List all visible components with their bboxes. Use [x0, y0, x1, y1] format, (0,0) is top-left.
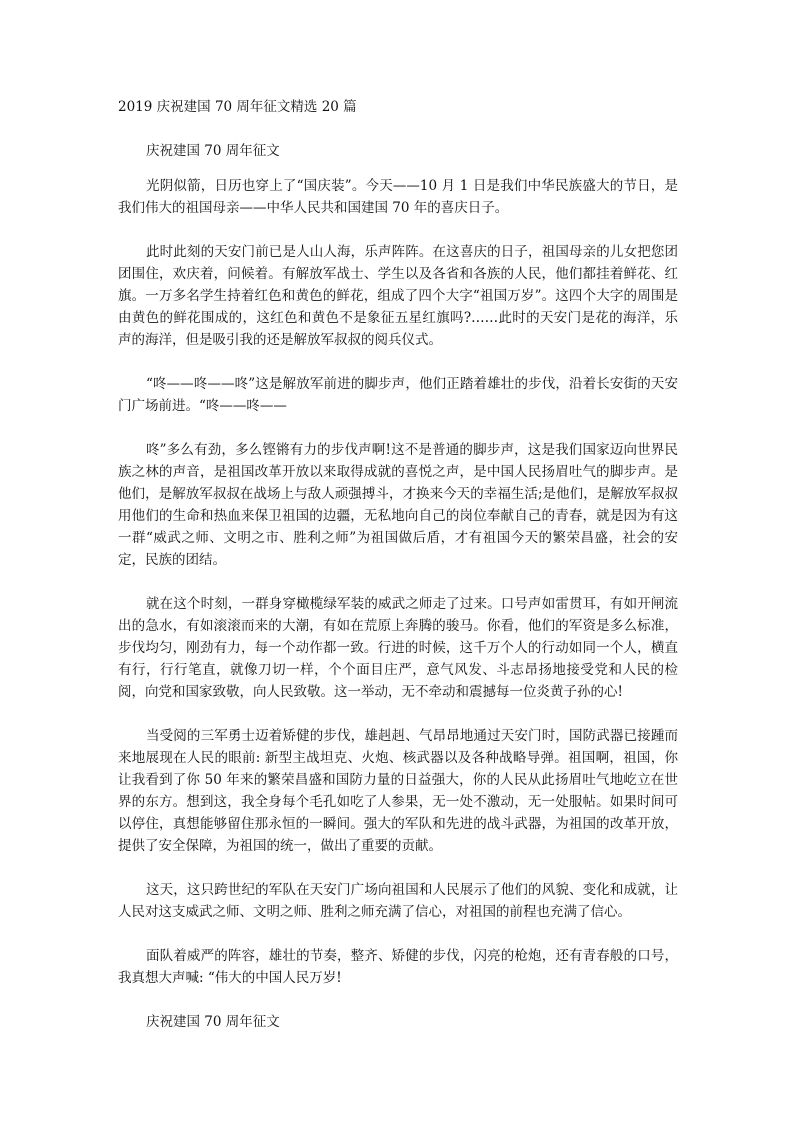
paragraph-4: 咚”多么有劲，多么铿锵有力的步伐声啊!这不是普通的脚步声，这是我们国家迈向世界民族之林的声音，是祖国改革开放以来取得成就的喜悦之声，是中国人民扬眉吐气的脚步声。是他们，是解放军叔叔在战场上与敌人顽强搏斗，才换来今天的幸福生活;是他们，是解放军叔叔用他们的生命和热血来保卫祖国的边疆，无私地向自己的岗位奉献自己的青春，就是因为有这一群“威武之师、文明之市、胜利之师”为祖国做后盾，才有祖国今天的繁荣昌盛，社会的安定，民族的团结。	[118, 442, 678, 568]
section-heading: 庆祝建国 70 周年征文	[146, 143, 280, 159]
closing-section-heading: 庆祝建国 70 周年征文	[146, 1014, 280, 1030]
paragraph-6: 当受阅的三军勇士迈着矫健的步伐，雄赳赳、气昂昂地通过天安门时，国防武器已接踵而来地展现在人民的眼前: 新型主战坦克、火炮、核武器以及各种战略导弹。祖国啊，祖国，你让我看到了你 50 年来的繁荣昌盛和国防力量的日益强大，你的人民从此扬眉吐气地屹立在世界的东方。想到这，我全身每个毛孔如吃了人参果，无一处不激动，无一处服帖。如果时间可以停住，真想能够留住那永恒的一瞬间。强大的军队和先进的战斗武器，为祖国的改革开放，提供了安全保障，为祖国的统一，做出了重要的贡献。	[118, 728, 678, 854]
paragraph-3: “咚——咚——咚”这是解放军前进的脚步声，他们正踏着雄壮的步伐，沿着长安街的天安门广场前进。“咚——咚——	[118, 376, 678, 414]
paragraph-2: 此时此刻的天安门前已是人山人海，乐声阵阵。在这喜庆的日子，祖国母亲的儿女把您团团围住，欢庆着，问候着。有解放军战士、学生以及各省和各族的人民，他们都挂着鲜花、红旗。一万多名学生持着红色和黄色的鲜花，组成了四个大字“祖国万岁”。这四个大字的周围是由黄色的鲜花围成的，这红色和黄色不是象征五星红旗吗?……此时的天安门是花的海洋，乐声的海洋，但是吸引我的还是解放军叔叔的阅兵仪式。	[118, 244, 678, 348]
paragraph-5: 就在这个时刻，一群身穿橄榄绿军装的威武之师走了过来。口号声如雷贯耳，有如开闸流出的急水，有如滚滚而来的大潮，有如在荒原上奔腾的骏马。你看，他们的军资是多么标准，步伐均匀，刚劲有力，每一个动作都一致。行进的时候，这千万个人的行动如同一个人，横直有行，行行笔直，就像刀切一样，个个面目庄严，意气风发、斗志昂扬地接受党和人民的检阅，向党和国家致敬，向人民致敬。这一举动，无不牵动和震撼每一位炎黄子孙的心!	[118, 596, 678, 700]
document-title: 2019 庆祝建国 70 周年征文精选 20 篇	[118, 99, 357, 115]
paragraph-1: 光阴似箭，日历也穿上了“国庆装”。今天——10 月 1 日是我们中华民族盛大的节日，是我们伟大的祖国母亲——中华人民共和国建国 70 年的喜庆日子。	[118, 178, 678, 216]
paragraph-7: 这天，这只跨世纪的军队在天安门广场向祖国和人民展示了他们的风貌、变化和成就，让人民对这支威武之师、文明之师、胜利之师充满了信心，对祖国的前程也充满了信心。	[118, 882, 678, 920]
paragraph-8: 面队着威严的阵容，雄壮的节奏，整齐、矫健的步伐，闪亮的枪炮，还有青春般的口号，我真想大声喊: “伟大的中国人民万岁!	[118, 948, 678, 986]
document-page	[118, 96, 678, 1033]
